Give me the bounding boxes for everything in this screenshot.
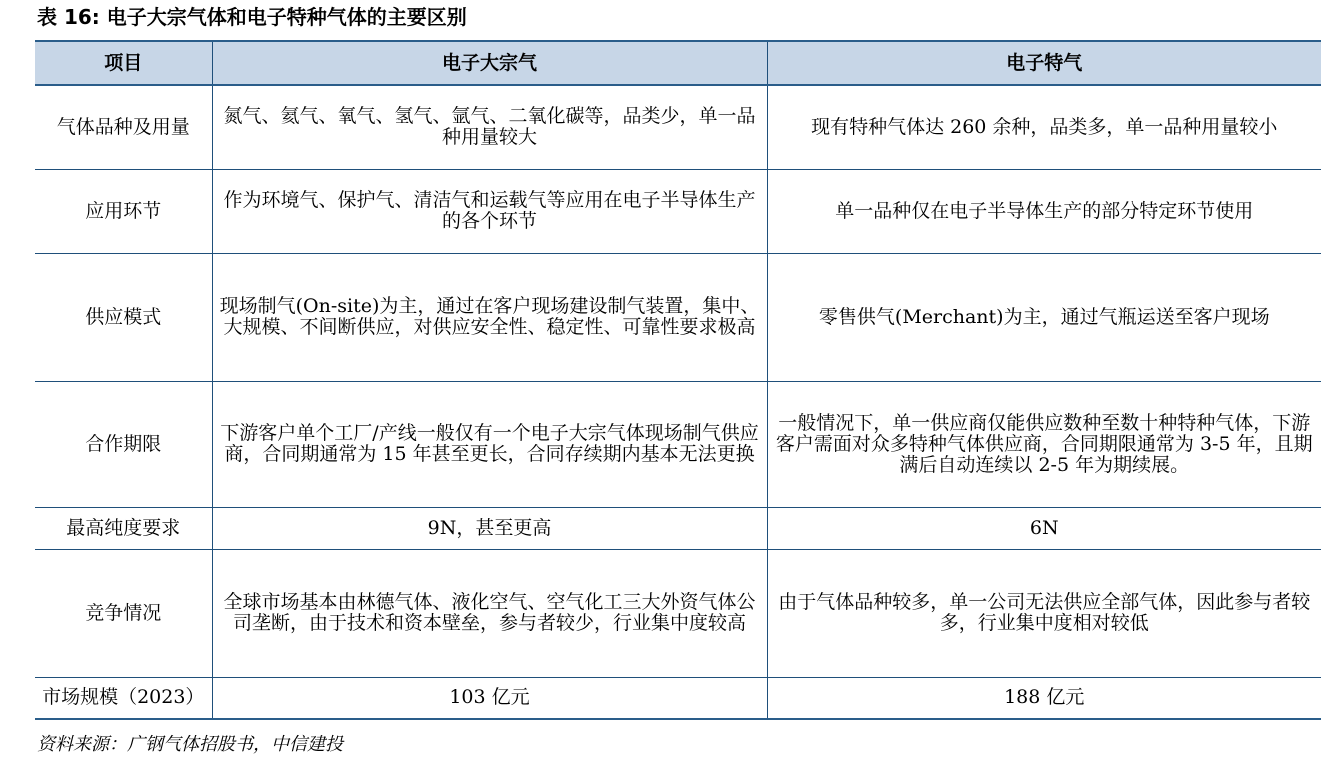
row-special-cell: 一般情况下，单一供应商仅能供应数种至数十种特种气体，下游客户需面对众多特种气体供应商，合同期限通常为 3-5 年，且期满后自动连续以 2-5 年为期续展。 [767,381,1321,507]
row-bulk-cell: 现场制气(On-site)为主，通过在客户现场建设制气装置，集中、大规模、不间断供应，对供应安全性、稳定性、可靠性要求极高 [212,253,767,381]
row-item: 合作期限 [35,381,212,507]
table-row [35,549,1321,677]
header-bulk-gas: 电子大宗气 [212,41,767,85]
table-row [35,381,1321,507]
comparison-table [35,40,1321,720]
header-item: 项目 [35,41,212,85]
table-title: 表 16: 电子大宗气体和电子特种气体的主要区别 [37,5,467,29]
row-bulk-cell: 氮气、氦气、氧气、氢气、氩气、二氧化碳等，品类少，单一品种用量较大 [212,85,767,169]
row-special-cell: 单一品种仅在电子半导体生产的部分特定环节使用 [767,169,1321,253]
header-special-gas: 电子特气 [767,41,1321,85]
row-bulk-cell: 下游客户单个工厂/产线一般仅有一个电子大宗气体现场制气供应商，合同期通常为 15 年甚至更长，合同存续期内基本无法更换 [212,381,767,507]
row-special-cell: 零售供气(Merchant)为主，通过气瓶运送至客户现场 [767,253,1321,381]
table-row [35,85,1321,169]
row-bulk-cell: 9N，甚至更高 [212,507,767,549]
row-item: 最高纯度要求 [35,507,212,549]
row-special-cell: 由于气体品种较多，单一公司无法供应全部气体，因此参与者较多，行业集中度相对较低 [767,549,1321,677]
table-row [35,677,1321,719]
row-item: 供应模式 [35,253,212,381]
row-bulk-cell: 作为环境气、保护气、清洁气和运载气等应用在电子半导体生产的各个环节 [212,169,767,253]
row-special-cell: 6N [767,507,1321,549]
row-item: 应用环节 [35,169,212,253]
row-item: 市场规模（2023） [42,686,205,709]
row-special-cell: 188 亿元 [767,677,1321,719]
table-row [35,169,1321,253]
row-item: 竞争情况 [35,549,212,677]
source-note: 资料来源：广钢气体招股书，中信建投 [37,734,343,755]
header-row [35,41,1321,85]
row-special-cell: 现有特种气体达 260 余种，品类多，单一品种用量较小 [767,85,1321,169]
row-bulk-cell: 103 亿元 [212,677,767,719]
table-row [35,507,1321,549]
table-row [35,253,1321,381]
row-bulk-cell: 全球市场基本由林德气体、液化空气、空气化工三大外资气体公司垄断，由于技术和资本壁垒，参与者较少，行业集中度较高 [212,549,767,677]
row-item: 气体品种及用量 [35,85,212,169]
